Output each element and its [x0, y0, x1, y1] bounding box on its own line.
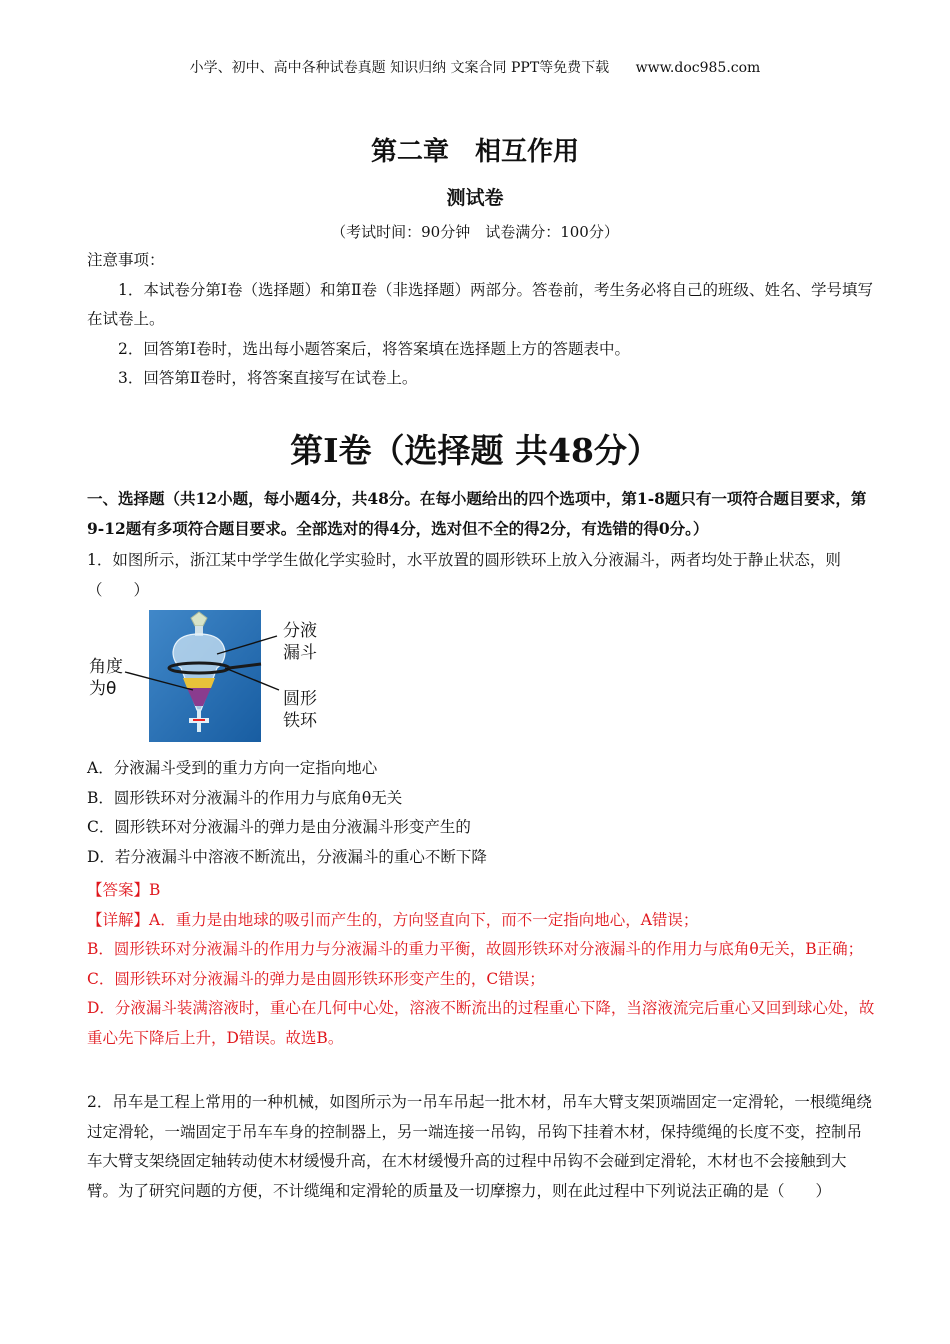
part1-title: 第Ⅰ卷（选择题 共48分） [290, 431, 660, 470]
notice-heading: 注意事项： [87, 251, 165, 269]
notice-item: 1．本试卷分第Ⅰ卷（选择题）和第Ⅱ卷（非选择题）两部分。答卷前，考生务必将自己的班级、姓名、学号填写在试卷上。 [87, 280, 874, 328]
label-funnel: 分液 [283, 621, 317, 641]
section-intro: 一、选择题（共12小题，每小题4分，共48分。在每小题给出的四个选项中，第1-8题只有一项符合题目要求，第9-12题有多项符合题目要求。全部选对的得4分，选对但不全的得2分，有选错的得0分。） [87, 489, 867, 538]
header-text: 小学、初中、高中各种试卷真题 知识归纳 文案合同 PPT等免费下载 [189, 60, 610, 76]
test-subtitle: 测试卷 [446, 187, 504, 209]
q2-stem: 2．吊车是工程上常用的一种机械，如图所示为一吊车吊起一批木材，吊车大臂支架顶端固定一定滑轮，一根缆绳绕过定滑轮，一端固定于吊车车身的控制器上，另一端连接一吊钩，吊钩下挂着木材，保持缆绳的长度不变，控制吊车大臂支架绕固定轴转动使木材缓慢升高，在木材缓慢升高的过程中吊钩不会碰到定滑轮，木材也不会接触到大臂。为了研究问题的方便，不计缆绳和定滑轮的质量及一切摩擦力，则在此过程中下列说法正确的是（ ） [87, 1093, 872, 1200]
chapter-title: 第二章 相互作用 [370, 137, 579, 167]
page-header [0, 57, 950, 77]
explain-line: D．分液漏斗装满溶液时，重心在几何中心处，溶液不断流出的过程重心下降，当溶液流完后重心又回到球心处，故重心先下降后上升，D错误。故选B。 [87, 999, 875, 1047]
label-angle: 角度 [89, 657, 123, 677]
label-ring: 圆形 [283, 689, 317, 709]
notice-item: 2．回答第Ⅰ卷时，选出每小题答案后，将答案填在选择题上方的答题表中。 [118, 339, 630, 358]
q1-stem: 1．如图所示，浙江某中学学生做化学实验时，水平放置的圆形铁环上放入分液漏斗，两者均处于静止状态，则（ ） [87, 551, 841, 599]
notice-section [87, 246, 877, 394]
option-d: D．若分液漏斗中溶液不断流出，分液漏斗的重心不断下降 [87, 847, 487, 866]
label-funnel: 漏斗 [283, 643, 317, 663]
funnel-illustration [87, 606, 347, 746]
q1-options [87, 754, 877, 872]
label-angle: 为θ [89, 679, 117, 699]
q1-solution [87, 876, 877, 1053]
answer: 【答案】B [87, 881, 161, 899]
q1-figure [87, 606, 347, 746]
option-b: B．圆形铁环对分液漏斗的作用力与底角θ无关 [87, 788, 403, 807]
header-url[interactable]: www.doc985.com [635, 60, 761, 76]
label-ring: 铁环 [283, 711, 317, 731]
explain-line: B．圆形铁环对分液漏斗的作用力与分液漏斗的重力平衡，故圆形铁环对分液漏斗的作用力与底角θ无关，B正确； [87, 940, 864, 958]
notice-item: 3．回答第Ⅱ卷时，将答案直接写在试卷上。 [118, 369, 418, 387]
exam-info: （考试时间：90分钟 试卷满分：100分） [331, 223, 619, 241]
explain-line: 【详解】A．重力是由地球的吸引而产生的，方向竖直向下，而不一定指向地心，A错误； [87, 910, 699, 929]
option-a: A．分液漏斗受到的重力方向一定指向地心 [87, 759, 378, 777]
explain-line: C．圆形铁环对分液漏斗的弹力是由圆形铁环形变产生的，C错误； [87, 969, 545, 988]
option-c: C．圆形铁环对分液漏斗的弹力是由分液漏斗形变产生的 [87, 818, 471, 836]
